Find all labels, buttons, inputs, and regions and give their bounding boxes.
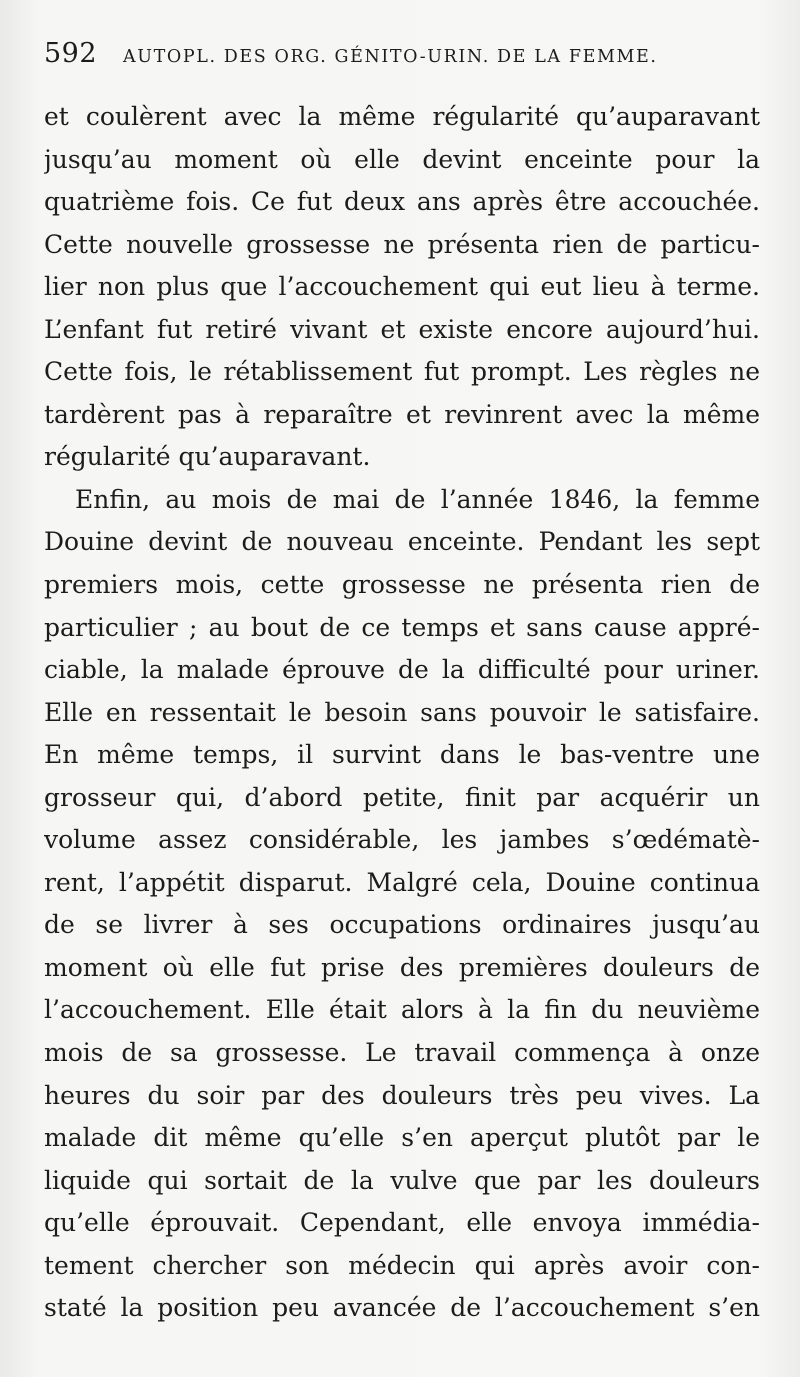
text-line: staté la position peu avancée de l’accouchement s’en bbox=[44, 1293, 760, 1323]
text-line: Cette nouvelle grossesse ne présenta rien de particu- bbox=[44, 229, 760, 259]
text-line: premiers mois, cette grossesse ne présenta rien de bbox=[44, 570, 760, 600]
text-line: L’enfant fut retiré vivant et existe encore aujourd’hui. bbox=[44, 314, 760, 344]
text-line: régularité qu’auparavant. bbox=[44, 442, 371, 472]
text-line: tement chercher son médecin qui après avoir con- bbox=[44, 1250, 760, 1280]
text-line: Enfin, au mois de mai de l’année 1846, la femme bbox=[75, 484, 760, 514]
text-line: grosseur qui, d’abord petite, finit par acquérir un bbox=[44, 782, 760, 812]
page-header bbox=[44, 38, 760, 78]
text-line: quatrième fois. Ce fut deux ans après être accouchée. bbox=[44, 187, 760, 217]
text-line: qu’elle éprouvait. Cependant, elle envoya immédia- bbox=[44, 1208, 760, 1238]
text-line: ciable, la malade éprouve de la difficulté pour uriner. bbox=[44, 655, 760, 685]
text-line: tardèrent pas à reparaître et revinrent avec la même bbox=[44, 399, 760, 429]
text-line: lier non plus que l’accouchement qui eut lieu à terme. bbox=[44, 272, 760, 302]
text-line: liquide qui sortait de la vulve que par les douleurs bbox=[44, 1165, 760, 1195]
text-line: mois de sa grossesse. Le travail commença à onze bbox=[44, 1038, 760, 1068]
text-line: volume assez considérable, les jambes s’œdématè- bbox=[44, 825, 760, 855]
text-line: En même temps, il survint dans le bas-ventre une bbox=[44, 740, 760, 770]
running-title: AUTOPL. DES ORG. GÉNITO-URIN. DE LA FEMME. bbox=[123, 47, 658, 67]
text-line: Douine devint de nouveau enceinte. Pendant les sept bbox=[44, 527, 760, 557]
page-number: 592 bbox=[44, 38, 98, 69]
text-line: l’accouchement. Elle était alors à la fin du neuvième bbox=[44, 995, 760, 1025]
text-line: Cette fois, le rétablissement fut prompt. Les règles ne bbox=[44, 357, 760, 387]
text-line: de se livrer à ses occupations ordinaires jusqu’au bbox=[44, 910, 760, 940]
text-line: Elle en ressentait le besoin sans pouvoir le satisfaire. bbox=[44, 697, 760, 727]
text-line: particulier ; au bout de ce temps et sans cause appré- bbox=[44, 612, 760, 642]
text-line: moment où elle fut prise des premières douleurs de bbox=[44, 952, 760, 982]
body-text bbox=[44, 96, 760, 1330]
text-line: rent, l’appétit disparut. Malgré cela, Douine continua bbox=[44, 867, 760, 897]
text-line: jusqu’au moment où elle devint enceinte pour la bbox=[44, 144, 760, 174]
text-line: heures du soir par des douleurs très peu vives. La bbox=[44, 1080, 760, 1110]
text-line: et coulèrent avec la même régularité qu’auparavant bbox=[44, 102, 760, 131]
text-line: malade dit même qu’elle s’en aperçut plutôt par le bbox=[44, 1123, 760, 1153]
